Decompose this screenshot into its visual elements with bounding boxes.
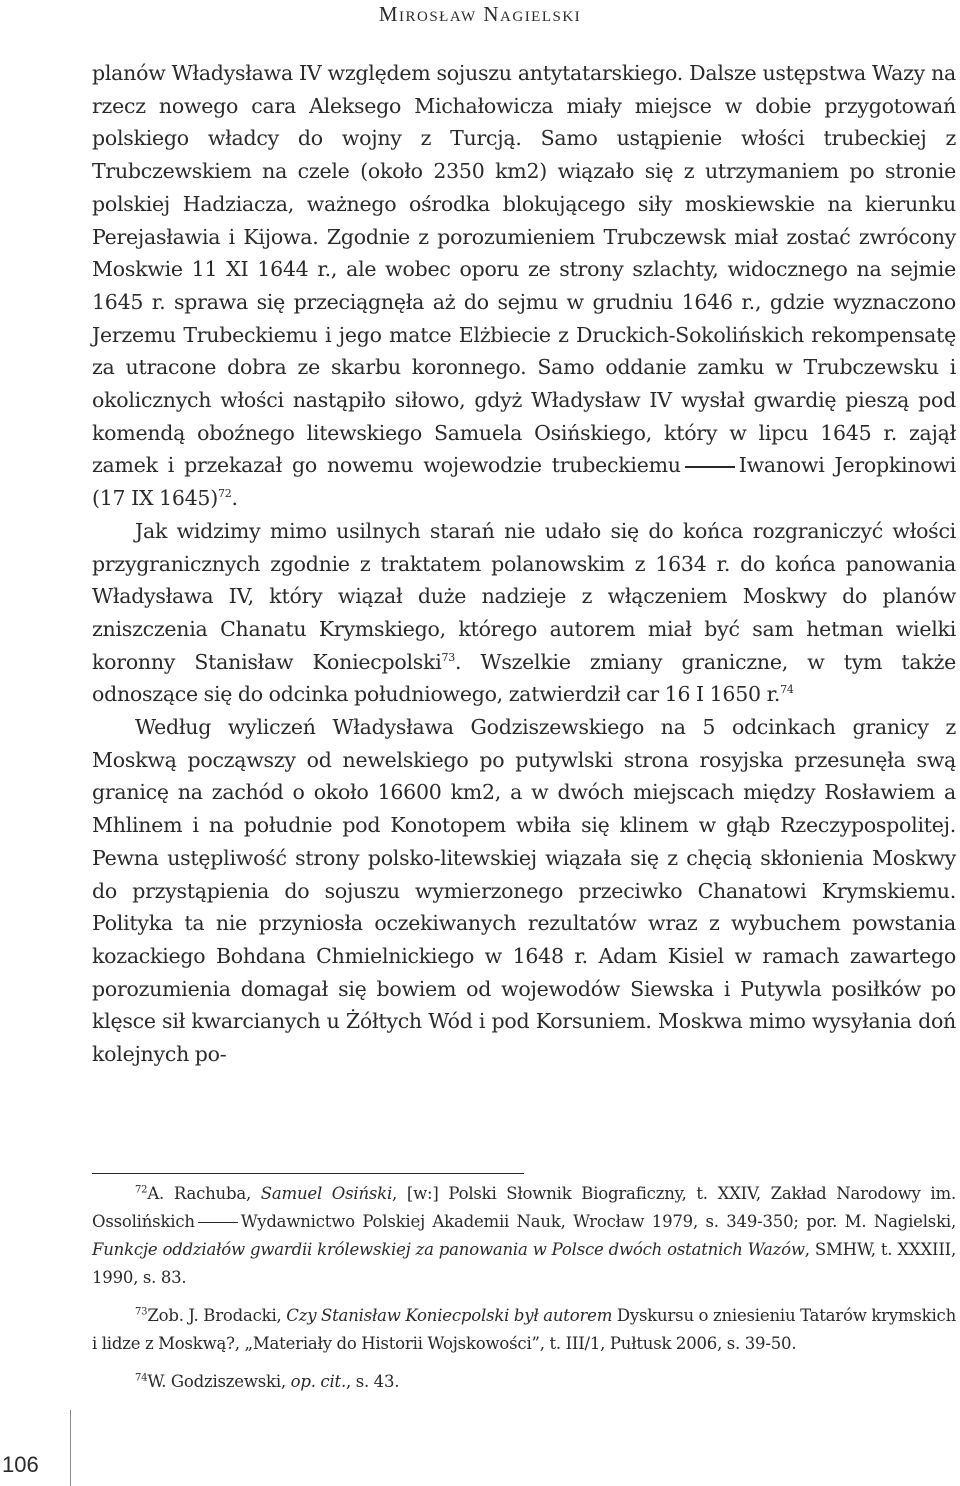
paragraph-1: planów Władysława IV względem sojuszu antytatarskiego. Dalsze ustępstwa Wazy na rzecz nowego cara Aleksego Michałowicza miały miejsce w dobie przygotowań polskiego władcy do wojny z Turcją. Samo ustąpienie włości trubeckiej z Trubczewskiem na czele (około 2350 km2) wiązało się z utrzymaniem po stronie polskiej Hadziacza, ważnego ośrodka blokującego siły moskiewskie na kierunku Perejasławia i Kijowa. Zgodnie z porozumieniem Trubczewsk miał zostać zwrócony Moskwie 11 XI 1644 r., ale wobec oporu ze strony szlachty, widocznego na sejmie 1645 r. sprawa się przeciągnęła aż do sejmu w grudniu 1646 r., gdzie wyznaczono Jerzemu Trubeckiemu i jego matce Elżbiecie z Druckich-Sokolińskich rekompensatę za utracone dobra ze skarbu koronnego. Samo oddanie zamku w Trubczewsku i okolicznych włości nastąpiło siłowo, gdyż Władysław IV wysłał gwardię pieszą pod komendą oboźnego litewskiego Samuela Osińskiego, który w lipcu 1645 r. zajął zamek i przekazał go nowemu wojewodzie trubeckiemu Iwanowi Jeropkinowi (17 IX 1645)$^{72}$. [92,61,956,511]
footnotes [92,1180,956,1406]
footnote-ref-72[interactable]: 72 [217,487,232,501]
paragraph-2: Jak widzimy mimo usilnych starań nie udało się do końca rozgraniczyć włości przygranicznych zgodnie z traktatem polanowskim z 1634 r. do końca panowania Władysława IV, który wiązał duże nadzieje z włączeniem Moskwy do planów zniszczenia Chanatu Krymskiego, którego autorem miał być sam hetman wielki koronny Stanisław Koniecpolski$^{73}$. Wszelkie zmiany graniczne, w tym także odnoszące się do odcinka południowego, zatwierdził car 16 I 1650 r.$^{74}$ [92,518,957,707]
footnote-ref-74[interactable]: 74 [780,683,794,697]
margin-rule [70,1410,71,1486]
footnote-separator [92,1173,524,1174]
paragraph-3: Według wyliczeń Władysława Godziszewskiego na 5 odcinkach granicy z Moskwą począwszy od newelskiego po putywlski strona rosyjska przesunęła swą granicę na zachód o około 16600 km2, a w dwóch miejscach między Rosławiem a Mhlinem i na południe pod Konotopem wbiła się klinem w głąb Rzeczypospolitej. Pewna ustępliwość strony polsko-litewskiej wiązała się z chęcią skłonienia Moskwy do przystąpienia do sojuszu wymierzonego przeciwko Chanatowi Krymskiemu. Polityka ta nie przyniosła oczekiwanych rezultatów wraz z wybuchem powstania kozackiego Bohdana Chmielnickiego w 1648 r. Adam Kisiel w ramach zawartego porozumienia domagał się bowiem od wojewodów Siewska i Putywla posiłków po klęsce sił kwarcianych u Żółtych Wód i pod Korsuniem. Moskwa mimo wysyłania doń kolejnych po- [92,715,956,1067]
em-dash [685,466,735,468]
footnote-74: $^{74}$W. Godziszewski, op. cit., s. 43. [135,1372,400,1391]
main-text [92,57,956,1071]
running-header: Mirosław Nagielski [378,2,582,26]
footnote-73: $^{73}$Zob. J. Brodacki, Czy Stanisław Koniecpolski był autorem Dyskursu o zniesieniu Tatarów krymskich i lidze z Moskwą?, „Materiały do Historii Wojskowości”, t. III/1, Pułtusk 2006, s. 39-50. [92,1306,956,1353]
footnote-ref-73[interactable]: 73 [441,650,456,664]
em-dash [198,1222,238,1223]
footnote-72: $^{72}$A. Rachuba, Samuel Osiński, [w:] Polski Słownik Biograficzny, t. XXIV, Zakład Narodowy im. Ossolińskich Wydawnictwo Polskiej Akademii Nauk, Wrocław 1979, s. 349-350; por. M. Nagielski, Funkcje oddziałów gwardii królewskiej za panowania w Polsce dwóch ostatnich Wazów, SMHW, t. XXXIII, 1990, s. 83. [92,1184,956,1287]
page-number: 106 [2,1452,39,1477]
